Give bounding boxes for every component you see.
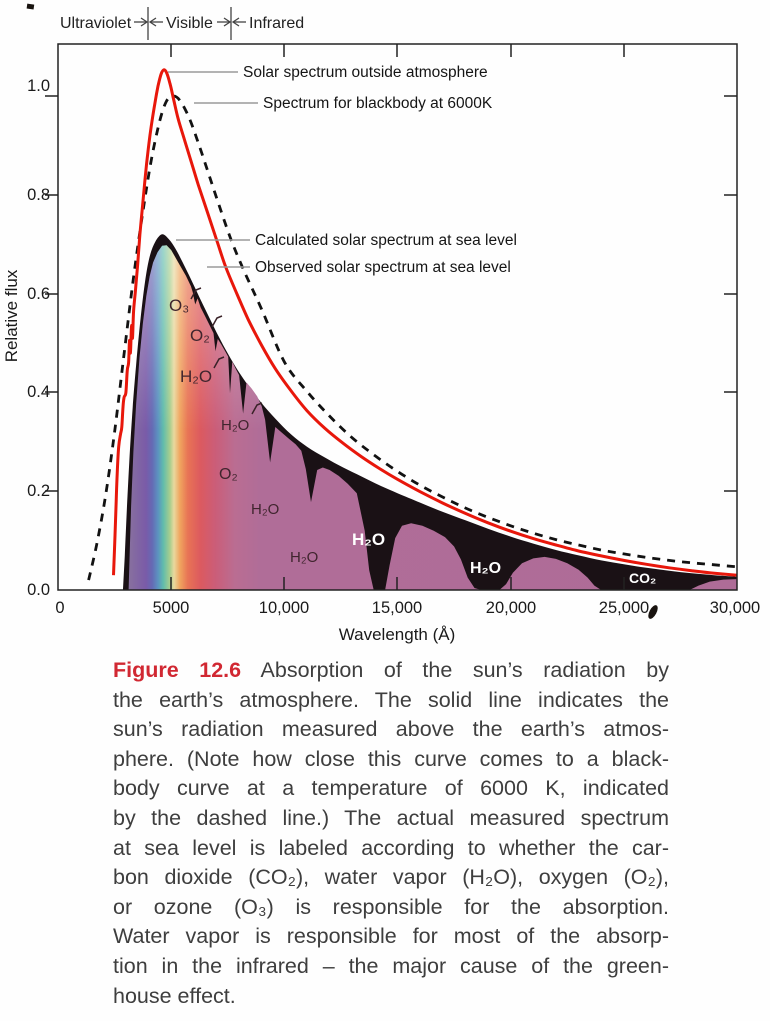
molecule-label-h2o: H₂O — [180, 367, 213, 386]
y-tick-label: 0.4 — [27, 383, 50, 401]
y-axis-title: Relative flux — [2, 269, 21, 363]
caption-line: at sea level is labeled according to whether the car- — [113, 835, 669, 860]
molecule-label-o2: O₂ — [219, 466, 238, 483]
x-tick-label: 5000 — [152, 599, 190, 617]
spectral-region-header — [60, 7, 304, 40]
molecule-label-co2-white: CO₂ — [629, 570, 657, 586]
caption-line: the earth’s atmosphere. The solid line indicates the — [113, 687, 669, 712]
molecule-label-h2o: H₂O — [221, 417, 250, 434]
y-tick-label: 0.0 — [27, 581, 50, 599]
annotation-blackbody: Spectrum for blackbody at 6000K — [263, 95, 493, 112]
caption-line: house effect. — [113, 983, 236, 1008]
x-tick-label: 15,000 — [371, 599, 423, 617]
caption-line: tion in the infrared – the major cause of the green- — [113, 953, 669, 978]
y-axis-labels — [27, 77, 50, 599]
annotation-solar-outside: Solar spectrum outside atmosphere — [243, 64, 488, 81]
region-label-visible: Visible — [166, 15, 213, 32]
x-tick-label: 20,000 — [485, 599, 537, 617]
molecule-label-o3: O₃ — [169, 296, 190, 315]
y-axis-ticks-right — [724, 96, 737, 491]
molecule-label-h2o: H₂O — [290, 549, 319, 566]
molecule-label-h2o-white: H₂O — [352, 530, 386, 549]
caption-line: or ozone (O₃) is responsible for the absorption. — [113, 894, 669, 919]
spectrum-highlight-overlay — [129, 245, 737, 590]
curve-annotations — [168, 64, 517, 276]
region-label-infrared: Infrared — [249, 15, 305, 32]
y-tick-label: 0.8 — [27, 186, 50, 204]
caption-line: by the dashed line.) The actual measured spectrum — [113, 805, 669, 830]
region-label-ultraviolet: Ultraviolet — [60, 15, 132, 32]
caption-line: phere. (Note how close this curve comes to a black- — [113, 746, 669, 771]
caption-line: bon dioxide (CO₂), water vapor (H₂O), oxygen (O₂), — [113, 865, 669, 890]
molecule-label-h2o: H₂O — [251, 501, 280, 518]
figure-caption — [113, 656, 669, 1011]
x-tick-label: 30,000 — [709, 599, 761, 617]
annotation-observed: Observed solar spectrum at sea level — [255, 259, 511, 276]
x-axis-ticks-top — [171, 44, 624, 57]
caption-line — [113, 656, 669, 686]
annotation-calculated: Calculated solar spectrum at sea level — [255, 232, 517, 249]
leader-lines — [168, 72, 258, 267]
molecule-label-o2: O₂ — [190, 326, 210, 345]
y-tick-label: 0.2 — [27, 482, 50, 500]
y-tick-label: 1.0 — [27, 77, 50, 95]
x-tick-label: 10,000 — [258, 599, 310, 617]
caption-line: sun’s radiation measured above the earth’s atmos- — [113, 717, 669, 742]
y-tick-label: 0.6 — [27, 285, 50, 303]
caption-line: Water vapor is responsible for most of the absorp- — [113, 924, 669, 949]
x-tick-label: 0 — [55, 599, 65, 617]
caption-line: body curve at a temperature of 6000 K, indicated — [113, 776, 669, 801]
x-tick-label: 25,000 — [598, 599, 650, 617]
x-axis-title: Wavelength (Å) — [338, 625, 456, 644]
figure-number: Figure 12.6 — [113, 658, 242, 682]
caption-text: Absorption of the sun’s radiation by — [260, 658, 669, 682]
molecule-label-h2o-white: H₂O — [470, 560, 502, 577]
